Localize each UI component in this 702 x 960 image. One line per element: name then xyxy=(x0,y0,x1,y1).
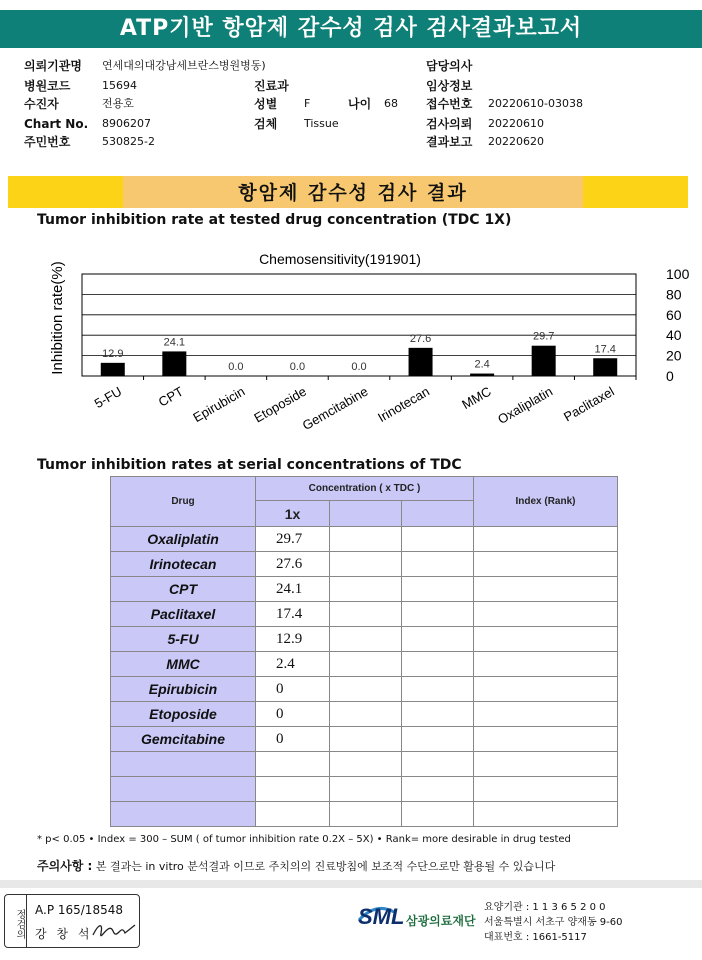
footer-divider xyxy=(0,880,702,888)
drug-name-cell: MMC xyxy=(111,652,256,677)
clinical-label: 임상정보 xyxy=(426,79,473,93)
bar-value-label: 0.0 xyxy=(228,361,244,373)
empty-cell xyxy=(474,627,618,652)
approval-stamp xyxy=(4,894,140,948)
inhibition-1x-cell: 0 xyxy=(256,702,330,727)
empty-cell xyxy=(402,527,474,552)
drug-name-cell xyxy=(111,802,256,827)
notice xyxy=(37,857,555,874)
empty-cell xyxy=(402,702,474,727)
empty-cell xyxy=(330,652,402,677)
empty-cell xyxy=(474,577,618,602)
chart-heading: Tumor inhibition rate at tested drug concentration (TDC 1X) xyxy=(37,212,512,228)
empty-cell xyxy=(402,777,474,802)
empty-cell xyxy=(474,802,618,827)
bar-value-label: 29.7 xyxy=(532,330,555,343)
drug-name-cell: 5-FU xyxy=(111,627,256,652)
concentration-empty-header xyxy=(402,501,474,527)
request-label: 검사의뢰 xyxy=(426,117,473,131)
x-tick-label: MMC xyxy=(459,383,494,413)
bar-oxaliplatin xyxy=(532,346,556,376)
table-row xyxy=(111,777,618,802)
drug-name-cell: Gemcitabine xyxy=(111,727,256,752)
y-tick-label: 20 xyxy=(666,347,682,364)
institution-value: 연세대의대강남세브란스병원병동) xyxy=(102,59,266,72)
bar-value-label: 2.4 xyxy=(474,358,490,371)
bar-value-label: 12.9 xyxy=(102,347,124,360)
table-row xyxy=(111,652,618,677)
y-tick-label: 60 xyxy=(666,306,682,323)
report-date-label: 결과보고 xyxy=(426,135,473,149)
specimen-label: 검체 xyxy=(254,117,278,131)
results-table xyxy=(110,476,618,827)
x-tick-label: Irinotecan xyxy=(375,383,433,426)
request-value: 20220610 xyxy=(488,117,544,130)
empty-cell xyxy=(330,577,402,602)
lab-logo-text: SML xyxy=(358,904,405,929)
x-tick-label: Oxaliplatin xyxy=(495,383,556,427)
chart-title: Chemosensitivity(191901) xyxy=(259,251,421,267)
empty-cell xyxy=(330,552,402,577)
table-row xyxy=(111,627,618,652)
x-tick-label: Gemcitabine xyxy=(299,383,371,434)
receipt-value: 20220610-03038 xyxy=(488,97,583,110)
empty-cell xyxy=(330,702,402,727)
drug-name-cell: Irinotecan xyxy=(111,552,256,577)
dept-label: 진료과 xyxy=(254,79,289,93)
inhibition-1x-cell: 12.9 xyxy=(256,627,330,652)
empty-cell xyxy=(474,552,618,577)
receipt-label: 접수번호 xyxy=(426,97,473,111)
chart-no-value: 8906207 xyxy=(102,117,151,130)
hospital-code-label: 병원코드 xyxy=(24,79,71,93)
empty-cell xyxy=(402,577,474,602)
table-heading: Tumor inhibition rates at serial concentrations of TDC xyxy=(37,457,462,473)
bar-value-label: 0.0 xyxy=(289,361,306,373)
inhibition-1x-cell: 27.6 xyxy=(256,552,330,577)
notice-label: 주의사항 : xyxy=(37,859,93,873)
section-title: 항암제 감수성 검사 결과 xyxy=(123,176,583,208)
chart-bars xyxy=(101,331,617,376)
resident-label: 주민번호 xyxy=(24,135,71,149)
empty-cell xyxy=(402,552,474,577)
bar-irinotecan xyxy=(409,348,433,376)
resident-value: 530825-2 xyxy=(102,135,155,148)
bar-mmc xyxy=(470,374,494,376)
empty-cell xyxy=(474,677,618,702)
drug-name-cell: Oxaliplatin xyxy=(111,527,256,552)
empty-cell xyxy=(402,727,474,752)
bar-value-label: 27.6 xyxy=(409,332,432,345)
lab-phone: 대표번호 : 1661-5117 xyxy=(484,932,587,943)
drug-name-cell: Paclitaxel xyxy=(111,602,256,627)
inhibition-1x-cell xyxy=(256,752,330,777)
report-date-value: 20220620 xyxy=(488,135,544,148)
footnote: * p< 0.05 • Index = 300 – SUM ( of tumor inhibition rate 0.2X – 5X) • Rank= more desirable in drug tested xyxy=(37,834,571,845)
drug-name-cell: CPT xyxy=(111,577,256,602)
drug-header: Drug xyxy=(111,477,256,527)
empty-cell xyxy=(330,752,402,777)
inhibition-1x-cell: 2.4 xyxy=(256,652,330,677)
gender-value: F xyxy=(304,97,311,110)
empty-cell xyxy=(402,652,474,677)
lab-name: 삼광의료재단 xyxy=(406,914,476,928)
lab-address: 서울특별시 서초구 양재동 9-60 xyxy=(484,917,623,928)
y-tick-label: 0 xyxy=(666,368,674,384)
empty-cell xyxy=(330,777,402,802)
inhibition-1x-cell: 24.1 xyxy=(256,577,330,602)
y-tick-label: 40 xyxy=(666,327,682,344)
empty-cell xyxy=(474,652,618,677)
table-row xyxy=(111,727,618,752)
empty-cell xyxy=(330,627,402,652)
inhibition-1x-cell: 0 xyxy=(256,677,330,702)
stamp-side-label: 정검의 xyxy=(5,895,27,947)
lab-contact xyxy=(484,900,623,945)
x-tick-label: Paclitaxel xyxy=(561,383,617,425)
empty-cell xyxy=(402,627,474,652)
y-tick-label: 80 xyxy=(666,286,682,303)
inhibition-1x-cell: 29.7 xyxy=(256,527,330,552)
concentration-1x-header: 1x xyxy=(256,501,330,527)
chart-no-label: Chart No. xyxy=(24,117,89,131)
empty-cell xyxy=(402,602,474,627)
empty-cell xyxy=(474,752,618,777)
chart-x-labels xyxy=(92,384,617,434)
bar-value-label: 0.0 xyxy=(351,361,367,373)
results-table-body xyxy=(111,527,618,827)
empty-cell xyxy=(330,677,402,702)
bar-5-fu xyxy=(101,363,125,376)
table-row xyxy=(111,802,618,827)
inhibition-1x-cell: 0 xyxy=(256,727,330,752)
empty-cell xyxy=(474,727,618,752)
x-tick-label: 5-FU xyxy=(91,383,125,412)
empty-cell xyxy=(474,602,618,627)
empty-cell xyxy=(474,527,618,552)
age-value: 68 xyxy=(384,97,398,110)
chart-y-label: Inhibition rate(%) xyxy=(49,261,66,375)
concentration-empty-header xyxy=(330,501,402,527)
empty-cell xyxy=(474,702,618,727)
specimen-value: Tissue xyxy=(304,117,339,130)
empty-cell xyxy=(474,777,618,802)
bar-cpt xyxy=(162,351,186,376)
report-title: ATP기반 항암제 감수성 검사 검사결과보고서 xyxy=(0,10,702,48)
x-tick-label: Etoposide xyxy=(251,383,309,426)
recipient-label: 수진자 xyxy=(24,97,59,111)
age-label: 나이 xyxy=(348,97,372,111)
empty-cell xyxy=(330,802,402,827)
chart-y-ticks xyxy=(666,266,690,384)
inhibition-1x-cell xyxy=(256,777,330,802)
recipient-value: 전용호 xyxy=(102,97,134,110)
section-banner xyxy=(8,176,688,208)
table-row xyxy=(111,677,618,702)
table-row xyxy=(111,552,618,577)
gender-label: 성별 xyxy=(254,97,278,111)
hospital-code-value: 15694 xyxy=(102,79,137,92)
institution-label: 의뢰기관명 xyxy=(24,59,82,73)
bar-value-label: 17.4 xyxy=(594,343,616,356)
doctor-label: 담당의사 xyxy=(426,59,473,73)
drug-name-cell: Etoposide xyxy=(111,702,256,727)
index-header: Index (Rank) xyxy=(474,477,618,527)
lab-code: 요양기관 : 1 1 3 6 5 2 0 0 xyxy=(484,902,606,913)
stamp-name: 강 창 석 xyxy=(35,927,93,941)
x-tick-label: Epirubicin xyxy=(190,383,248,426)
notice-text: 본 결과는 in vitro 분석결과 이므로 주치의의 진료방침에 보조적 수단으로만 활용될 수 있습니다 xyxy=(95,860,556,873)
x-tick-label: CPT xyxy=(155,383,186,410)
bar-value-label: 24.1 xyxy=(163,336,186,349)
bar-paclitaxel xyxy=(593,358,617,376)
empty-cell xyxy=(402,677,474,702)
signature-icon xyxy=(91,919,137,941)
empty-cell xyxy=(330,527,402,552)
empty-cell xyxy=(402,752,474,777)
table-row xyxy=(111,752,618,777)
drug-name-cell: Epirubicin xyxy=(111,677,256,702)
drug-name-cell xyxy=(111,752,256,777)
empty-cell xyxy=(330,602,402,627)
inhibition-1x-cell: 17.4 xyxy=(256,602,330,627)
table-row xyxy=(111,527,618,552)
stamp-license: A.P 165/18548 xyxy=(35,903,123,917)
chemosensitivity-chart xyxy=(0,240,702,440)
table-row xyxy=(111,602,618,627)
lab-logo xyxy=(356,902,476,929)
table-row xyxy=(111,577,618,602)
inhibition-1x-cell xyxy=(256,802,330,827)
table-row xyxy=(111,702,618,727)
drug-name-cell xyxy=(111,777,256,802)
empty-cell xyxy=(330,727,402,752)
y-tick-label: 100 xyxy=(666,266,690,282)
empty-cell xyxy=(402,802,474,827)
concentration-header: Concentration ( x TDC ) xyxy=(256,477,474,501)
